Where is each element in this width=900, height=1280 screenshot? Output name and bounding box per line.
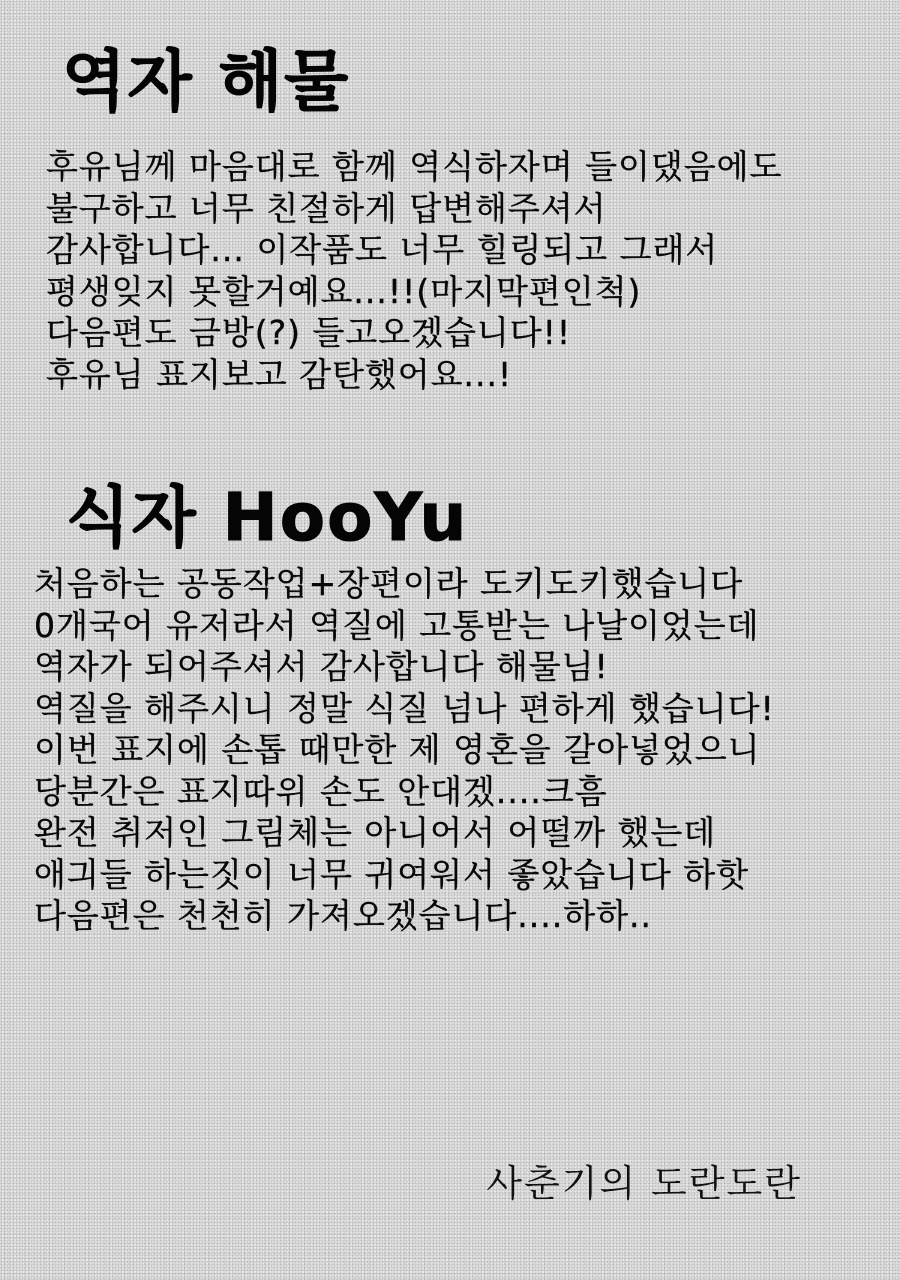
message-line: 감사합니다... 이작품도 너무 힐링되고 그래서 (46, 230, 719, 269)
message-line: 처음하는 공동작업+장편이라 도키도키했습니다 (34, 564, 744, 603)
message-line: 역질을 해주시니 정말 식질 넘나 편하게 했습니다! (34, 688, 775, 728)
message-line: 이번 표지에 손톱 때만한 제 영혼을 갈아넣었으니 (34, 730, 761, 769)
message-line: 평생잊지 못할거예요...!!(마지막편인척) (46, 271, 642, 311)
message-line: 후유님께 마음대로 함께 역식하자며 들이댔음에도 (46, 147, 783, 186)
translator-message (46, 146, 782, 395)
typesetter-message (34, 563, 775, 937)
message-line: 다음편도 금방(?) 들고오겠습니다!! (46, 313, 572, 352)
message-line: 다음편은 천천히 가져오겠습니다....하하.. (34, 896, 652, 935)
message-line: 완전 취저인 그림체는 아니어서 어떨까 했는데 (34, 813, 717, 852)
translator-heading: 역자 해물 (62, 43, 351, 120)
group-signature: 사춘기의 도란도란 (486, 1162, 802, 1205)
message-line: 0개국어 유저라서 역질에 고통받는 나날이었는데 (34, 605, 760, 645)
typesetter-heading: 식자 HooYu (66, 479, 469, 556)
message-line: 불구하고 너무 친절하게 답변해주셔서 (46, 188, 607, 228)
message-line: 후유님 표지보고 감탄했어요...! (46, 354, 513, 394)
message-line: 애긔들 하는짓이 너무 귀여워서 좋았습니다 하핫 (34, 854, 750, 894)
message-line: 역자가 되어주셔서 감사합니다 해물님! (34, 647, 609, 686)
message-line: 당분간은 표지따위 손도 안대겠....크흠 (34, 771, 608, 811)
